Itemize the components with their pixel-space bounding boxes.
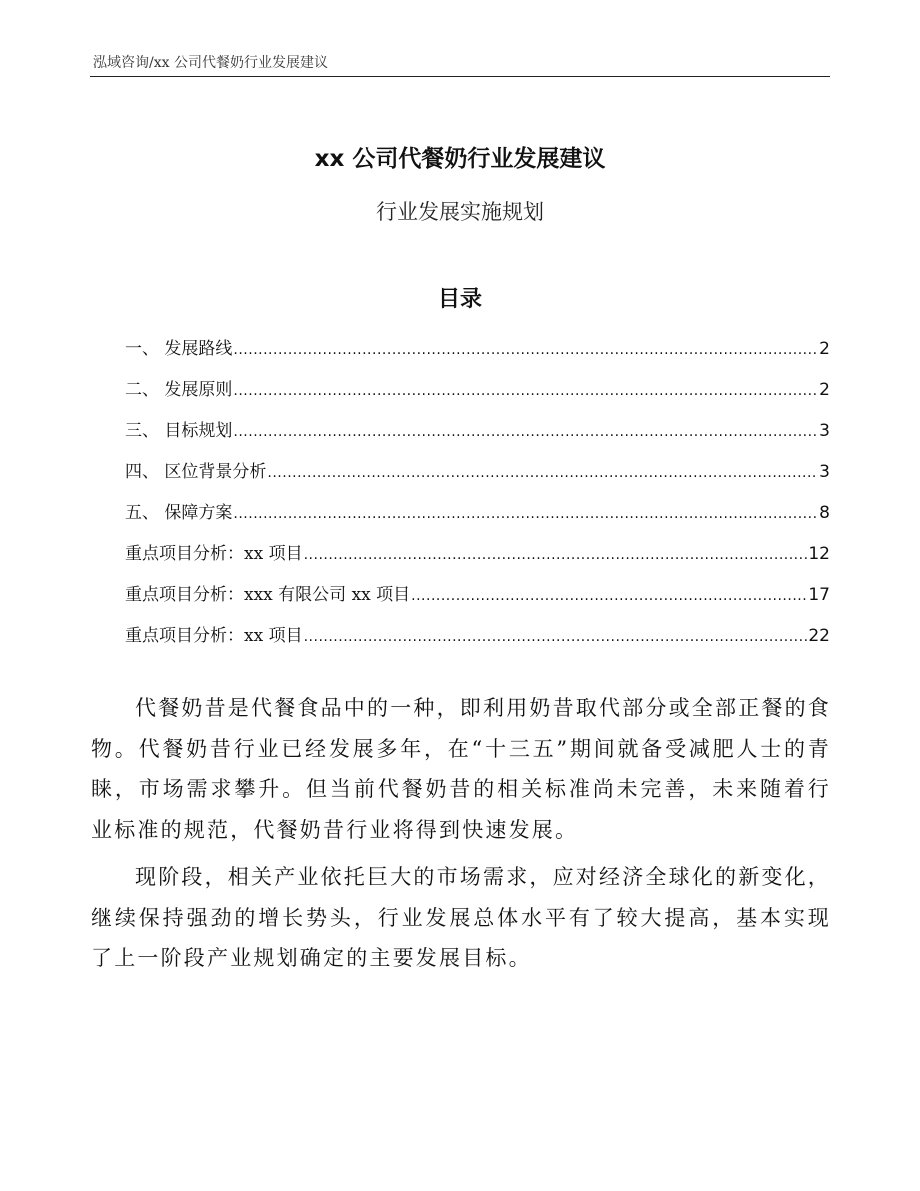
toc-leader-dots: [267, 465, 818, 481]
toc-entry-page: 17: [808, 585, 830, 605]
toc-leader-dots: [304, 547, 808, 563]
table-of-contents: [125, 334, 830, 662]
toc-leader-dots: [233, 383, 818, 399]
toc-heading: 目录: [437, 287, 482, 312]
toc-entry[interactable]: [125, 539, 830, 580]
toc-entry-page: 2: [819, 380, 830, 400]
body-paragraph: 代餐奶昔是代餐食品中的一种，即利用奶昔取代部分或全部正餐的食物。代餐奶昔行业已经发展多年，在“十三五”期间就备受减肥人士的青睐，市场需求攀升。但当前代餐奶昔的相关标准尚未完善，未来随着行业标准的规范，代餐奶昔行业将得到快速发展。: [91, 696, 831, 842]
toc-entry-page: 8: [819, 503, 830, 523]
running-header: 泓域咨询/xx 公司代餐奶行业发展建议: [93, 55, 328, 71]
document-subtitle: 行业发展实施规划: [376, 200, 544, 224]
header-divider: [90, 76, 830, 77]
toc-entry-label: 一、 发展路线: [125, 339, 233, 359]
toc-entry[interactable]: [125, 621, 830, 662]
toc-entry[interactable]: [125, 580, 830, 621]
toc-entry-label: 重点项目分析：xx 项目: [125, 626, 303, 646]
toc-entry[interactable]: [125, 498, 830, 539]
toc-entry-label: 重点项目分析：xxx 有限公司 xx 项目: [125, 585, 411, 605]
toc-entry[interactable]: [125, 334, 830, 375]
toc-entry-page: 2: [819, 339, 830, 359]
toc-entry-label: 四、 区位背景分析: [125, 462, 267, 482]
toc-entry-label: 五、 保障方案: [125, 503, 233, 523]
toc-entry-page: 12: [808, 544, 830, 564]
toc-entry-label: 二、 发展原则: [125, 380, 233, 400]
body-paragraph: 现阶段，相关产业依托巨大的市场需求，应对经济全球化的新变化，继续保持强劲的增长势头，行业发展总体水平有了较大提高，基本实现了上一阶段产业规划确定的主要发展目标。: [91, 865, 831, 970]
toc-entry-label: 三、 目标规划: [125, 421, 233, 441]
toc-leader-dots: [233, 342, 818, 358]
toc-leader-dots: [233, 424, 818, 440]
toc-entry-label: 重点项目分析：xx 项目: [125, 544, 303, 564]
toc-entry-page: 3: [819, 421, 830, 441]
toc-entry[interactable]: [125, 457, 830, 498]
document-title: xx 公司代餐奶行业发展建议: [314, 146, 606, 172]
toc-entry-page: 3: [819, 462, 830, 482]
toc-entry-page: 22: [808, 626, 830, 646]
body-text: [91, 688, 831, 986]
toc-leader-dots: [233, 506, 818, 522]
toc-entry[interactable]: [125, 375, 830, 416]
toc-entry[interactable]: [125, 416, 830, 457]
toc-leader-dots: [304, 629, 808, 645]
toc-leader-dots: [411, 588, 807, 604]
